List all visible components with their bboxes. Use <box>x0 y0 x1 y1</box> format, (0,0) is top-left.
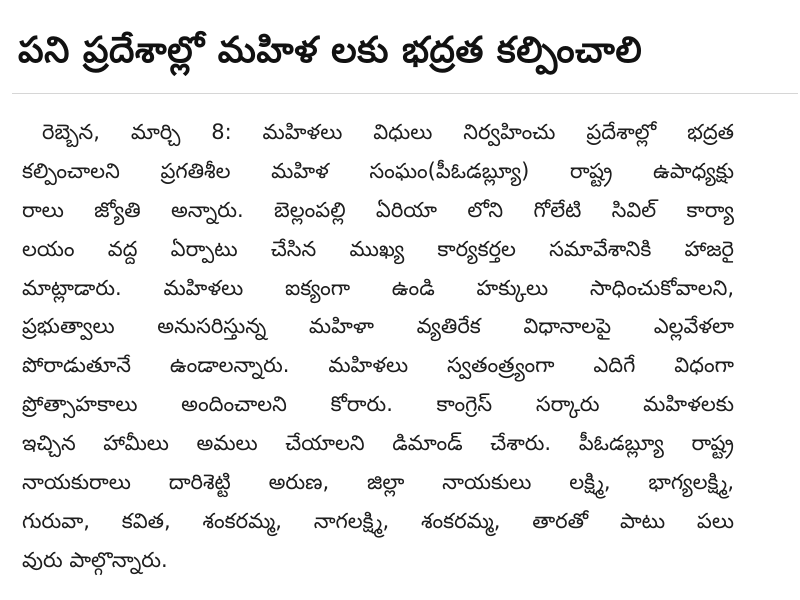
article-body <box>22 113 734 580</box>
article-line: ప్రభుత్వాలు అనుసరిస్తున్న మహిళా వ్యతిరేక విధానాలపై ఎల్లవేళలా <box>22 314 734 339</box>
article-line: రాలు జ్యోతి అన్నారు. బెల్లంపల్లి ఏరియా లోని గోలేటి సివిల్ కార్యా <box>22 197 734 222</box>
article-line: లయం వద్ద ఏర్పాటు చేసిన ముఖ్య కార్యకర్తల సమావేశానికి హాజరై <box>22 236 734 261</box>
article-line: వురు పాల్గొన్నారు. <box>22 547 168 572</box>
article-line: రెబ్బెన, మార్చి 8: మహిళలు విధులు నిర్వహించు ప్రదేశాల్లో భద్రత <box>42 120 734 144</box>
article-line: కల్పించాలని ప్రగతిశీల మహిళ సంఘం(పీఓడబ్ల్యూ) రాష్ట్ర ఉపాధ్యక్షు <box>22 158 734 183</box>
article-line: ప్రోత్సాహకాలు అందించాలని కోరారు. కాంగ్రెస్ సర్కారు మహిళలకు <box>22 392 734 417</box>
headline: పని ప్రదేశాల్లో మహిళ లకు భద్రత కల్పించాలి <box>18 30 643 71</box>
article-line: పోరాడుతూనే ఉండాలన్నారు. మహిళలు స్వతంత్ర్యంగా ఎదిగే విధంగా <box>22 353 734 378</box>
article-line: ఇచ్చిన హామీలు అమలు చేయాలని డిమాండ్ చేశారు. పీఓడబ్ల్యూ రాష్ట్ర <box>22 431 734 456</box>
article-line: గురువా, కవిత, శంకరమ్మ, నాగలక్ష్మి, శంకరమ్మ, తారతో పాటు పలు <box>22 508 734 533</box>
headline-divider <box>12 93 798 94</box>
article-line: నాయకురాలు దారిశెట్టి అరుణ, జిల్లా నాయకులు లక్ష్మి, భాగ్యలక్ష్మి, <box>22 470 734 495</box>
article-line: మాట్లాడారు. మహిళలు ఐక్యంగా ఉండి హక్కులు సాధించుకోవాలని, <box>22 275 734 300</box>
